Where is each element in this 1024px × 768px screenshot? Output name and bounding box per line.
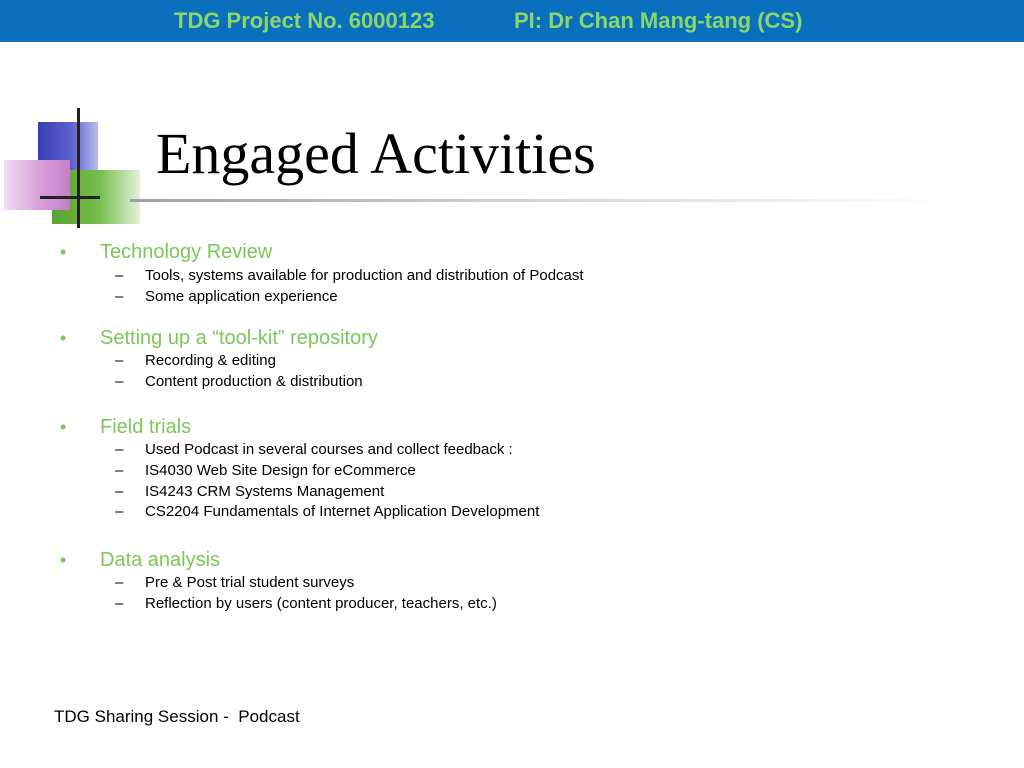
decorative-squares	[0, 100, 140, 230]
section-heading	[60, 326, 378, 350]
horizontal-line	[40, 196, 100, 199]
dash-marker: –	[115, 483, 124, 500]
dash-marker: –	[115, 503, 124, 520]
section-heading-text: Field trials	[100, 416, 192, 438]
header-banner	[0, 0, 1024, 42]
dash-marker: –	[115, 462, 124, 479]
list-item	[115, 440, 513, 460]
dash-marker: –	[115, 267, 124, 284]
section-heading	[60, 548, 220, 572]
pink-square	[4, 160, 70, 210]
list-item-text: Pre & Post trial student surveys	[145, 574, 355, 591]
list-item-text: Some application experience	[145, 288, 338, 305]
list-item-text: CS2204 Fundamentals of Internet Application Development	[145, 503, 540, 520]
list-item-text: IS4243 CRM Systems Management	[145, 483, 385, 500]
bullet-marker: •	[60, 550, 67, 570]
list-item	[115, 594, 497, 614]
dash-marker: –	[115, 595, 124, 612]
list-item	[115, 573, 354, 593]
dash-marker: –	[115, 441, 124, 458]
list-item	[115, 482, 384, 502]
list-item	[115, 461, 416, 481]
list-item	[115, 266, 584, 286]
list-item-text: Tools, systems available for production and distribution of Podcast	[145, 267, 584, 284]
section-heading-text: Technology Review	[100, 241, 273, 263]
list-item-text: Reflection by users (content producer, teachers, etc.)	[145, 595, 497, 612]
list-item-text: Used Podcast in several courses and collect feedback :	[145, 441, 513, 458]
section-heading-text: Data analysis	[100, 549, 221, 571]
list-item	[115, 287, 338, 307]
list-item-text: Recording & editing	[145, 352, 276, 369]
section-heading	[60, 240, 272, 264]
vertical-line	[77, 108, 80, 228]
list-item-text: Content production & distribution	[145, 373, 363, 390]
principal-investigator: PI: Dr Chan Mang-tang (CS)	[514, 8, 803, 33]
section-heading	[60, 415, 191, 439]
list-item	[115, 502, 539, 522]
bullet-marker: •	[60, 417, 67, 437]
footer-text: TDG Sharing Session - Podcast	[54, 707, 300, 726]
bullet-marker: •	[60, 328, 67, 348]
dash-marker: –	[115, 352, 124, 369]
slide-title: Engaged Activities	[156, 121, 596, 186]
list-item	[115, 351, 276, 371]
bullet-marker: •	[60, 242, 67, 262]
title-rule	[130, 199, 950, 202]
section-heading-text: Setting up a “tool-kit” repository	[100, 327, 378, 349]
dash-marker: –	[115, 288, 124, 305]
list-item-text: IS4030 Web Site Design for eCommerce	[145, 462, 416, 479]
dash-marker: –	[115, 373, 124, 390]
project-number: TDG Project No. 6000123	[174, 8, 435, 33]
list-item	[115, 372, 363, 392]
dash-marker: –	[115, 574, 124, 591]
